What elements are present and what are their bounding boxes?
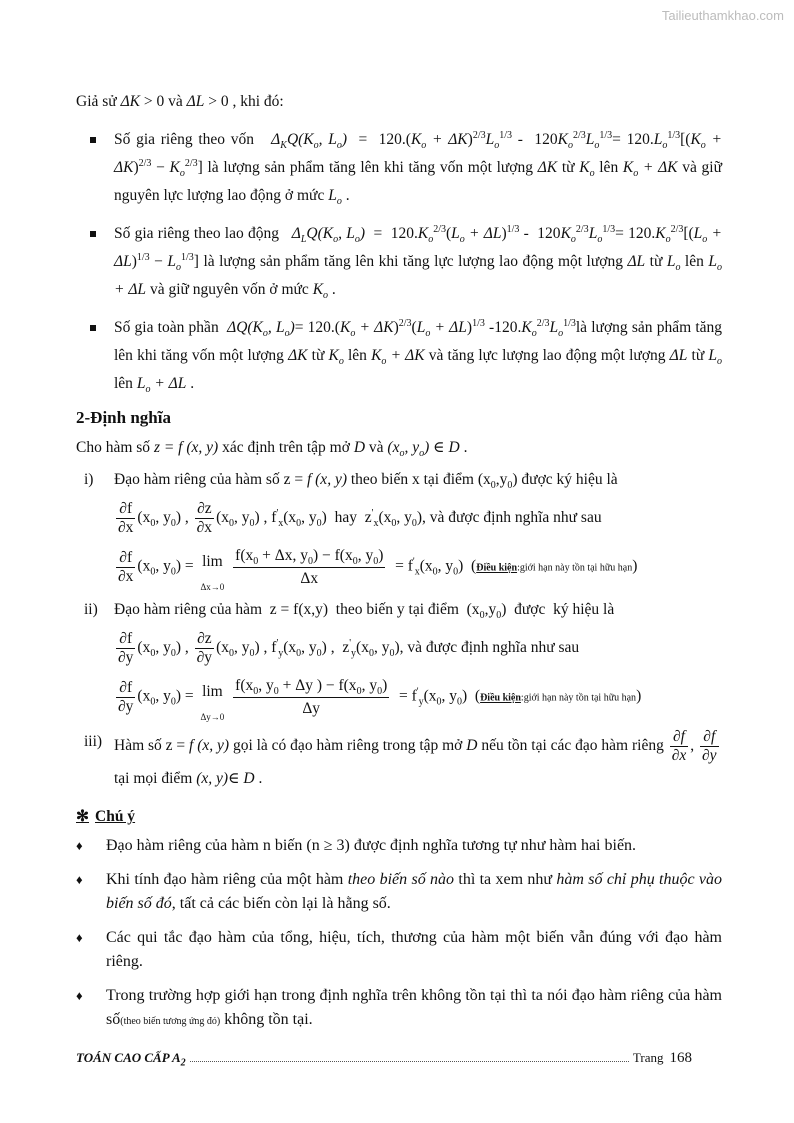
note-title: ✻ Chú ý	[76, 808, 136, 825]
diamond-bullet-icon: ♦	[76, 838, 83, 853]
watermark: Tailieuthamkhao.com	[661, 8, 784, 23]
definition-intro: Cho hàm số z = f (x, y) xác định trên tập mở D và ($x_o$, $y_o$) ∈ D .	[76, 439, 468, 460]
square-bullet-icon	[90, 137, 96, 143]
list-item: ♦ Khi tính đạo hàm riêng của một hàm theo biến số nào thì ta xem như hàm số chỉ phụ thuộc vào biến số đó, tất cả các biến còn lại là hằng số.	[76, 868, 722, 916]
diamond-bullet-icon: ♦	[76, 988, 83, 1003]
footer-dots	[190, 1051, 629, 1062]
definition-item-ii: ii) Đạo hàm riêng của hàm z = f(x,y) theo biến y tại điểm $(x_0,y_0)$ được ký hiệu là	[84, 601, 615, 622]
page-content	[76, 88, 722, 1044]
diamond-bullet-icon: ♦	[76, 930, 83, 945]
square-bullet-icon	[90, 231, 96, 237]
page-number: Trang 168	[632, 1050, 692, 1066]
page-footer	[76, 1050, 692, 1067]
increment-list	[76, 126, 722, 398]
list-item: Số gia toàn phần $\Delta Q(K_o$, $L_o)= 120.(K_o + \Delta K)^{2/3}(L_o + \Delta L)^{1/3}$ $-120.K_o^{2/3}L_o^{1/3}là$ lượng sản phẩm tăng lên khi tăng vốn một lượng ΔK từ $K_o$ lên $K_o + \Delta K$ và tăng lực lượng lao động một lượng ΔL từ $L_o$ lên $L_o + \Delta L$ .	[76, 314, 722, 398]
star-icon: ✻	[76, 808, 89, 825]
section-title: 2-Định nghĩa	[76, 408, 171, 427]
notation-line-y: $\frac{\partial f}{\partial y}$ ($x_0$, $y_0$) , $\frac{\partial z}{\partial y}$ ($x_0$, $y_0$) , $f'_y(x_0$, $y_0$) , $z'_y(x_0$, $y_0$), và được định nghĩa như sau	[118, 629, 580, 666]
footer-title: TOÁN CAO CẤP $A_2$	[76, 1050, 186, 1069]
notation-line-x: $\frac{\partial f}{\partial x}$ ($x_0$, $y_0$) , $\frac{\partial z}{\partial x}$ ($x_0$, $y_0$) , $f'_x(x_0$, $y_0$) hay $z'_x(x_0$, $y_0$), và được định nghĩa như sau	[118, 499, 602, 536]
intro-text: Giả sử ΔK > 0 và ΔL > 0 , khi đó:	[76, 93, 284, 110]
list-item: Số gia riêng theo lao động $\Delta_LQ(K_o$, $L_o) = 120.K_o^{2/3}(L_o + \Delta L)^{1/3} - 120K_o^{2/3}L_o^{1/3}= 120.K_o^{2/3}[(L_o + \Delta L)^{1/3} - L_o^{1/3}]$ là lượng sản phẩm tăng lên khi tăng lực lượng lao động một lượng ΔL từ $L_o$ lên $L_o + \Delta L$ và giữ nguyên vốn ở mức $K_o$ .	[76, 220, 722, 304]
definition-item-i: i) Đạo hàm riêng của hàm số z = f (x, y) theo biến x tại điểm $(x_0,y_0)$ được ký hiệu là	[84, 471, 618, 492]
list-item: Số gia riêng theo vốn $\Delta_KQ(K_o$, $L_o) = 120.(K_o + \Delta K)^{2/3}L_o^{1/3} - 120K_o^{2/3}L_o^{1/3}= 120.L_o^{1/3}[(K_o + \Delta K)^{2/3} - K_o^{2/3}]$ là lượng sản phẩm tăng lên khi tăng vốn một lượng ΔK từ $K_o$ lên $K_o + \Delta K$ và giữ nguyên lực lượng lao động ở mức $L_o$ .	[76, 126, 722, 210]
list-item: ♦ Đạo hàm riêng của hàm n biến (n ≥ 3) được định nghĩa tương tự như hàm hai biến.	[76, 834, 722, 858]
definition-formula-x: $\frac{\partial f}{\partial x}$ ($x_0$, $y_0$) = lim Δx→0 $\frac{f(x_0 + \Delta x, y_0) - f(x_0, y_0)}{\Delta x}$ = $f'_x(x_0$, $y_0$) (Điều kiện:giới hạn này tồn tại hữu hạn)	[118, 546, 638, 592]
square-bullet-icon	[90, 325, 96, 331]
definition-item-iii: iii) Hàm số z = f (x, y) gọi là có đạo hàm riêng trong tập mở D nếu tồn tại các đạo hàm riêng $\frac{\partial f}{\partial x}$ , $\frac{\partial f}{\partial y}$ tại mọi điểm (x, y)∈ D .	[84, 728, 717, 787]
list-item: ♦ Trong trường hợp giới hạn trong định nghĩa trên không tồn tại thì ta nói đạo hàm riêng của hàm số(theo biến tương ứng đó) không tồn tại.	[76, 984, 722, 1034]
diamond-bullet-icon: ♦	[76, 872, 83, 887]
note-list	[76, 834, 722, 1034]
list-item: ♦ Các qui tắc đạo hàm của tổng, hiệu, tích, thương của hàm một biến vẫn đúng với đạo hàm riêng.	[76, 926, 722, 974]
definition-formula-y: $\frac{\partial f}{\partial y}$ ($x_0$, $y_0$) = lim Δy→0 $\frac{f(x_0, y_0 + \Delta y ) - f(x_0, y_0)}{\Delta y}$ = $f'_y(x_0$, $y_0$) (Điều kiện:giới hạn này tồn tại hữu hạn)	[118, 676, 642, 722]
